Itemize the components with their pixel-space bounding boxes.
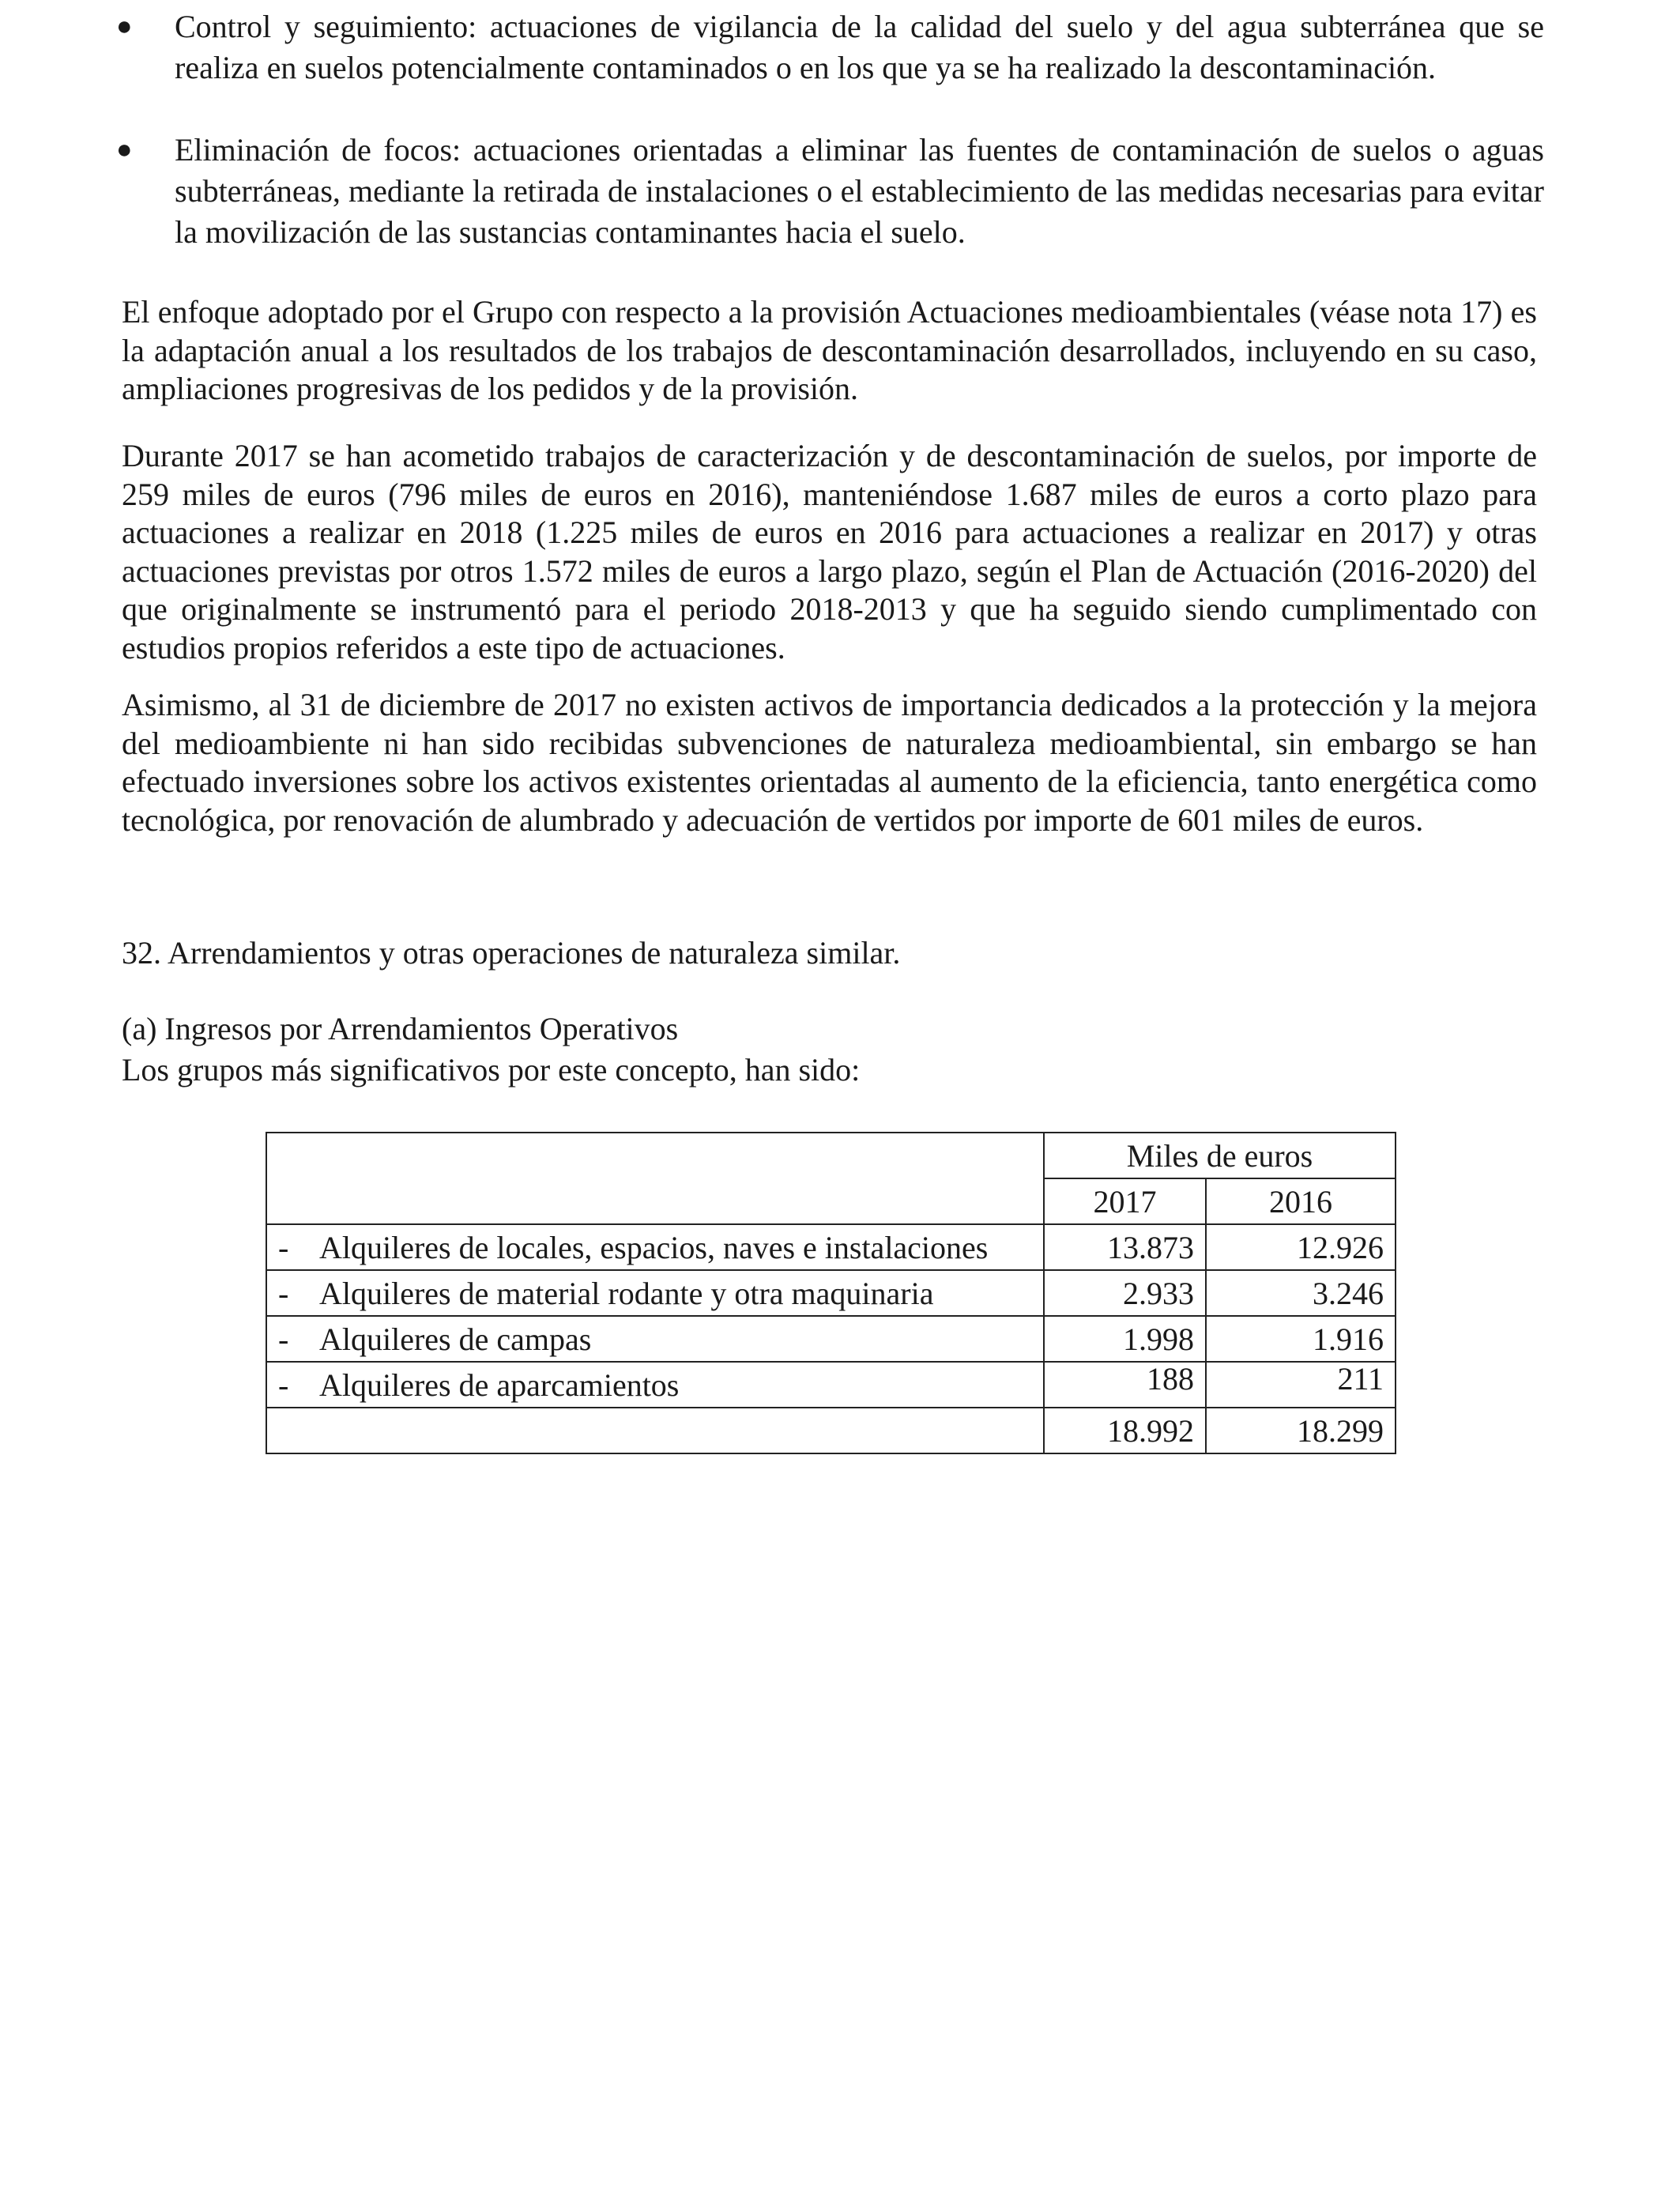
table-unit-header: Miles de euros [1044,1133,1396,1178]
table-concept-cell [266,1316,1044,1362]
table-total-2017: 18.992 [1044,1408,1206,1453]
row-concept: Alquileres de material rodante y otra maquinaria [319,1275,934,1311]
table-total-label-cell [266,1408,1044,1453]
row-concept: Alquileres de aparcamientos [319,1367,680,1403]
table-value-2016: 3.246 [1206,1270,1396,1316]
bullet-dot-icon: ● [116,12,133,41]
table-year-2016: 2016 [1206,1178,1396,1224]
table-concept-cell [266,1224,1044,1270]
table-value-2016: 12.926 [1206,1224,1396,1270]
bullet-item-control [116,6,1544,89]
paragraph-durante-2017: Durante 2017 se han acometido trabajos de caracterización y de descontaminación de suelos, por importe de 259 miles de euros (796 miles de euros en 2016), manteniéndose 1.687 miles de euros a corto plazo para actuaciones a realizar en 2018 (1.225 miles de euros en 2016 para actuaciones a realizar en 2017) y otras actuaciones previstas por otros 1.572 miles de euros a largo plazo, según el Plan de Actuación (2016-2020) del que originalmente se instrumentó para el periodo 2018-2013 y que ha seguido siendo cumplimentado con estudios propios referidos a este tipo de actuaciones. [122,438,1537,665]
table-row [266,1224,1396,1270]
table-header-empty-cell [266,1133,1044,1224]
paragraph-enfoque: El enfoque adoptado por el Grupo con respecto a la provisión Actuaciones medioambientales (véase nota 17) es la adaptación anual a los resultados de los trabajos de descontaminación desarrollados, incluyendo en su caso, ampliaciones progresivas de los pedidos y de la provisión. [122,294,1537,406]
table-row [266,1362,1396,1408]
table-value-2017: 1.998 [1044,1316,1206,1362]
table-row [266,1316,1396,1362]
table-year-2017: 2017 [1044,1178,1206,1224]
table-concept-cell [266,1362,1044,1408]
table-row [266,1270,1396,1316]
table-concept-cell [266,1270,1044,1316]
table-value-2016: 1.916 [1206,1316,1396,1362]
subsection-intro: Los grupos más significativos por este concepto, han sido: [122,1052,861,1088]
row-dash: - [278,1229,289,1265]
section-number: 32. [122,935,161,971]
table-value-2017: 2.933 [1044,1270,1206,1316]
table-total-row [266,1408,1396,1453]
table-value-2016 [1206,1362,1396,1408]
value-text: 211 [1337,1360,1384,1397]
section-heading [122,934,900,972]
value-text: 188 [1147,1360,1194,1397]
bullet-item-eliminacion [116,130,1544,253]
table-value-2017: 13.873 [1044,1224,1206,1270]
table-value-2017 [1044,1362,1206,1408]
subsection-title: (a) Ingresos por Arrendamientos Operativos [122,1011,679,1046]
bullet-text: Control y seguimiento: actuaciones de vigilancia de la calidad del suelo y del agua subterránea que se realiza en suelos potencialmente contaminados o en los que ya se ha realizado la descontaminación. [175,9,1544,85]
section-title: Arrendamientos y otras operaciones de naturaleza similar. [168,935,901,971]
lease-income-table [266,1132,1396,1454]
table-header-row [266,1133,1396,1178]
row-concept: Alquileres de campas [319,1321,592,1357]
bullet-dot-icon: ● [116,135,133,164]
row-dash: - [278,1321,289,1357]
row-dash: - [278,1275,289,1311]
table-total-2016: 18.299 [1206,1408,1396,1453]
row-concept: Alquileres de locales, espacios, naves e instalaciones [319,1229,989,1265]
row-dash: - [278,1367,289,1403]
paragraph-asimismo: Asimismo, al 31 de diciembre de 2017 no existen activos de importancia dedicados a la protección y la mejora del medioambiente ni han sido recibidas subvenciones de naturaleza medioambiental, sin embargo se han efectuado inversiones sobre los activos existentes orientadas al aumento de la eficiencia, tanto energética como tecnológica, por renovación de alumbrado y adecuación de vertidos por importe de 601 miles de euros. [122,687,1537,838]
bullet-text: Eliminación de focos: actuaciones orientadas a eliminar las fuentes de contaminación de suelos o aguas subterráneas, mediante la retirada de instalaciones o el establecimiento de las medidas necesarias para evitar la movilización de las sustancias contaminantes hacia el suelo. [175,132,1544,250]
